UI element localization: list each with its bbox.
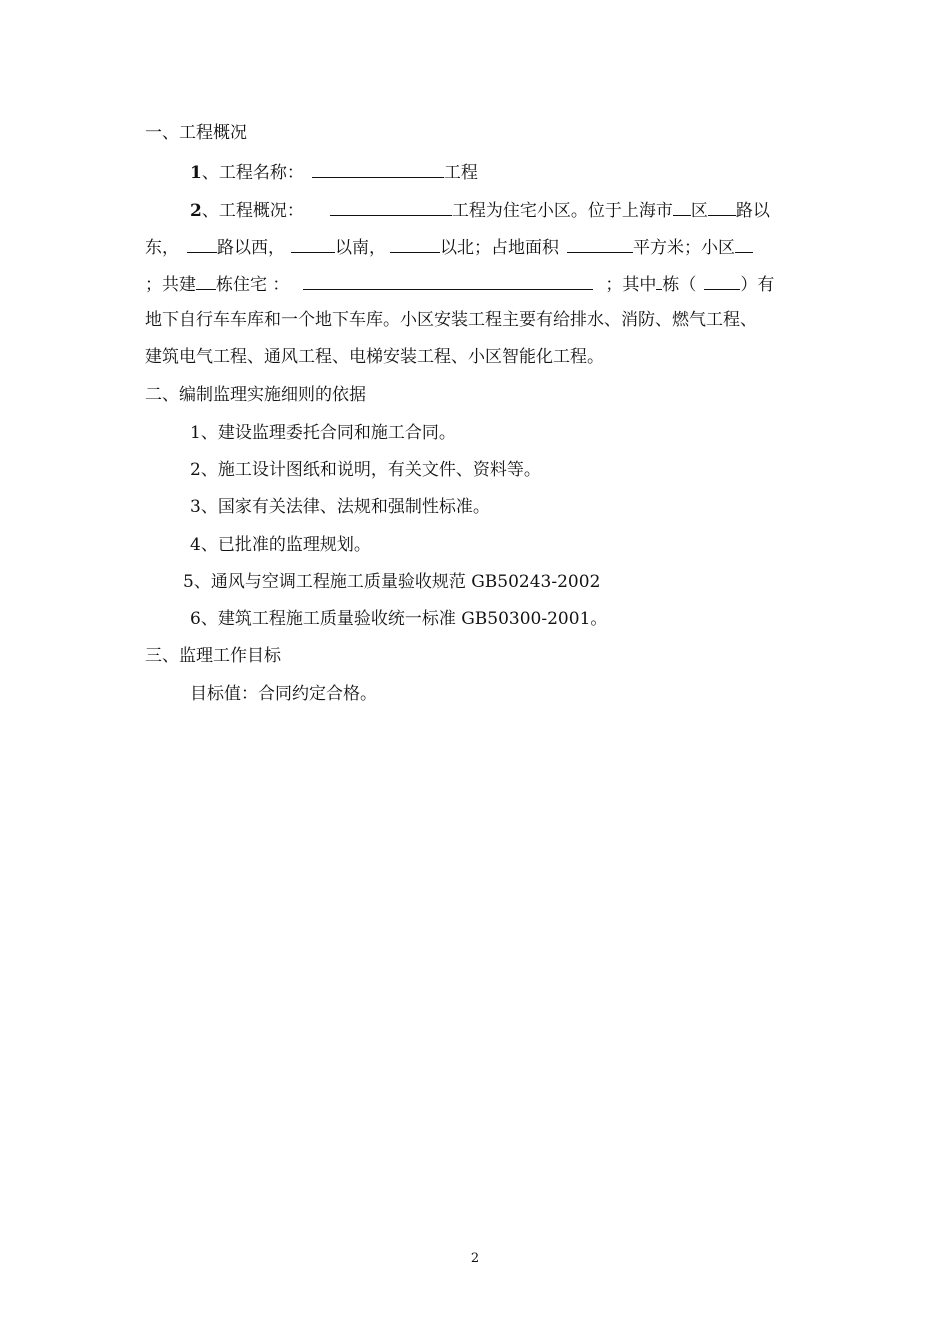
overview-text: 东， (145, 238, 179, 258)
overview-text: ；共建 (145, 275, 196, 295)
south-blank[interactable] (291, 236, 335, 253)
overview-text: 栋住宅 ： (216, 275, 290, 295)
basis-item: 2、施工设计图纸和说明，有关文件、资料等。 (190, 460, 541, 480)
overview-text: 栋（ (662, 275, 697, 295)
section1-heading: 一、工程概况 (145, 123, 247, 143)
item-number: 1 (190, 163, 202, 183)
basis-item: 4、已批准的监理规划。 (190, 535, 371, 555)
project-name-line (190, 161, 478, 183)
section3-heading: 三、监理工作目标 (145, 646, 281, 666)
north-blank[interactable] (390, 236, 440, 253)
overview-text: ）有 (740, 275, 775, 295)
road-blank[interactable] (708, 199, 736, 216)
overview-text: 以北；占地面积 (440, 238, 559, 258)
overview-text: 工程为住宅小区。位于上海市 (451, 201, 673, 221)
west-road-blank[interactable] (187, 236, 217, 253)
item-number: 2 (190, 201, 202, 221)
overview-text: 路以西， (217, 238, 285, 258)
overview-text: 平方米；小区 (633, 238, 735, 258)
overview-line-1 (190, 199, 770, 221)
project-name-blank[interactable] (312, 161, 444, 178)
building-number-blank[interactable] (704, 273, 740, 290)
project-name-label: 、工程名称： (201, 163, 304, 183)
buildings-blank[interactable] (196, 273, 216, 290)
overview-line-3 (145, 273, 774, 295)
project-name-suffix: 工程 (443, 163, 478, 183)
overview-line-2 (145, 236, 753, 258)
page-number: 2 (470, 1251, 480, 1266)
target-value: 目标值：合同约定合格。 (190, 684, 377, 704)
overview-text: ；其中 (605, 275, 657, 295)
overview-label: 、工程概况： (201, 201, 304, 221)
area-blank[interactable] (567, 236, 633, 253)
overview-text: 以南， (335, 238, 386, 258)
basis-item: 5、通风与空调工程施工质量验收规范 GB50243-2002 (183, 572, 601, 592)
overview-text: 路以 (735, 201, 770, 221)
overview-line-5: 建筑电气工程、通风工程、电梯安装工程、小区智能化工程。 (145, 347, 604, 367)
section2-heading: 二、编制监理实施细则的依据 (145, 385, 366, 405)
basis-item: 1、建设监理委托合同和施工合同。 (190, 423, 456, 443)
buildings-detail-blank[interactable] (303, 273, 593, 290)
community-blank[interactable] (735, 236, 753, 253)
basis-item: 3、国家有关法律、法规和强制性标准。 (190, 497, 490, 517)
district-blank[interactable] (673, 199, 691, 216)
basis-item: 6、建筑工程施工质量验收统一标准 GB50300-2001。 (190, 609, 608, 629)
overview-blank-project[interactable] (330, 199, 452, 216)
overview-text: 区 (690, 201, 708, 221)
overview-line-4: 地下自行车车库和一个地下车库。小区安装工程主要有给排水、消防、燃气工程、 (145, 310, 757, 330)
